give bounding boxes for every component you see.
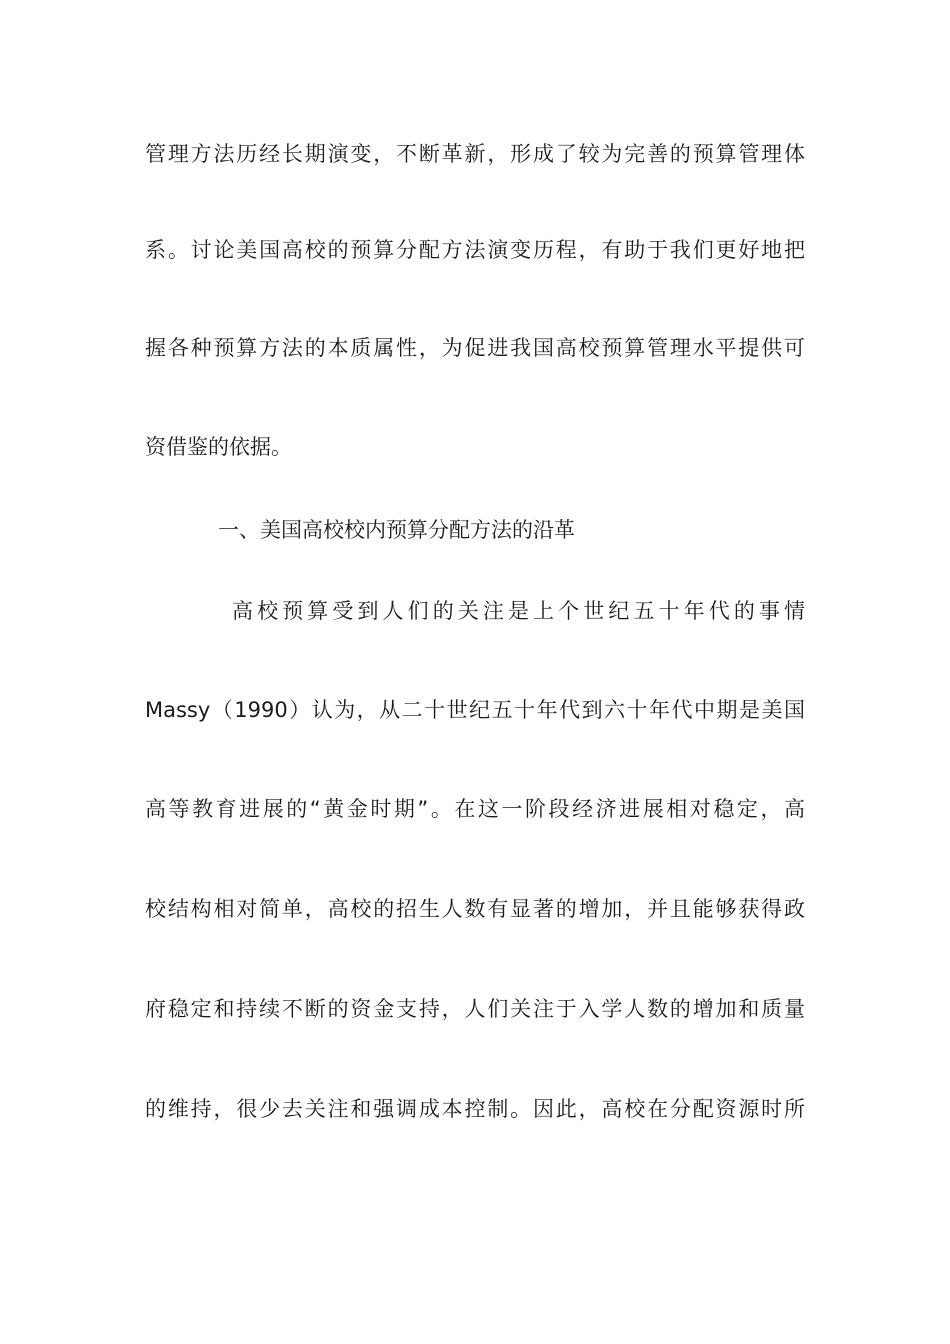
body-line-2: 系。讨论美国高校的预算分配方法演变历程，有助于我们更好地把 [145,238,805,262]
paragraph-line-4: 校结构相对简单，高校的招生人数有显著的增加，并且能够获得政 [145,897,805,921]
paragraph-line-3: 高等教育进展的“黄金时期”。在这一阶段经济进展相对稳定，高 [145,797,805,821]
paragraph-line-5: 府稳定和持续不断的资金支持，人们关注于入学人数的增加和质量 [145,997,805,1021]
body-line-4: 资借鉴的依据。 [145,435,292,459]
paragraph-line-6: 的维持，很少去关注和强调成本控制。因此，高校在分配资源时所 [145,1097,805,1121]
paragraph-line-1: 高校预算受到人们的关注是上个世纪五十年代的事情 [232,599,805,623]
body-line-1: 管理方法历经长期演变，不断革新，形成了较为完善的预算管理体 [145,142,805,166]
body-line-3: 握各种预算方法的本质属性，为促进我国高校预算管理水平提供可 [145,336,805,360]
section-heading: 一、美国高校校内预算分配方法的沿革 [218,518,575,542]
paragraph-line-2: Massy（1990）认为，从二十世纪五十年代到六十年代中期是美国 [145,698,805,722]
